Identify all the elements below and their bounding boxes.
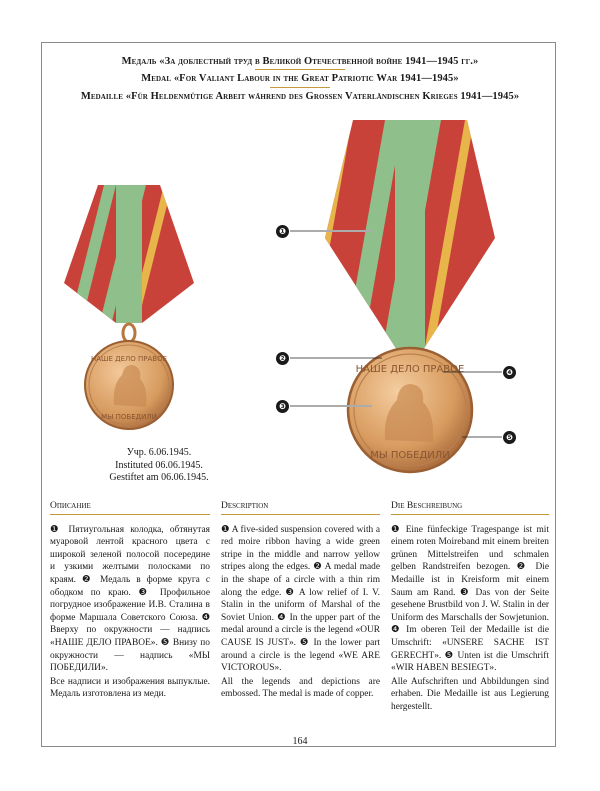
medal-inscription-top: НАШЕ ДЕЛО ПРАВОЕ [90, 355, 168, 363]
description-paragraph: All the legends and depictions are embossed. The medal is made of copper. [221, 676, 380, 700]
description-russian [50, 500, 210, 702]
description-paragraph: ❶ Eine fünfeckige Tragespange ist mit einem roten Moireband mit einem breiten grünen Mittelstreifen und schmalen gelben Randstreifen bezogen. ❷ Die Medaille ist in Kreisform mit einem Saum am Rand. ❸ Das von der Seite gesehene Brustbild von J. W. Stalin in der Uniform des Marschalls der Sowjetunion. ❹ Im oberen Teil der Medaille ist die Umschrift: «UNSERE SACHE IST GERECHT». ❺ Unten ist die Umschrift «WIR HABEN BESIEGT». [391, 524, 549, 674]
description-english [221, 500, 380, 702]
description-german [391, 500, 549, 715]
page-number: 164 [292, 736, 308, 747]
callout-5: ❺ [503, 431, 516, 444]
description-paragraph: Alle Aufschriften und Abbildungen sind erhaben. Die Medaille ist aus Legierung hergestellt. [391, 676, 549, 712]
caption-russian: Учр. 6.06.1945. [126, 447, 192, 458]
medal-inscription-bottom: МЫ ПОБЕДИЛИ [101, 413, 157, 421]
description-paragraph: ❶ A five-sided suspension covered with a red moire ribbon having a wide green stripe in the middle and narrow yellow stripes along the edges. ❷ A medal made in the shape of a circle with a thin rim along the edge. ❸ A low relief of I. V. Stalin in the uniform of Marshal of the Soviet Union. ❹ In the upper part of the medal around a circle is the legend «OUR CAUSE IS JUST». ❺ In the lower part around a circle is the legend «WE ARE VICTOROUS». [221, 524, 380, 674]
description-paragraph: Все надписи и изображения выпуклые. Медаль изготовлена из меди. [50, 676, 210, 700]
caption-english: Instituted 06.06.1945. [115, 459, 203, 471]
callout-2: ❷ [276, 352, 289, 365]
medal-inscription-bottom: МЫ ПОБЕДИЛИ [370, 450, 450, 461]
title-german: Medaille «Für Heldenmütige Arbeit während des Grossen Vaterländischen Krieges 1941—1945» [80, 91, 520, 102]
callout-4: ❹ [503, 366, 516, 379]
column-heading: Die Beschreibung [391, 500, 549, 515]
column-heading: Описание [50, 500, 210, 515]
callout-1: ❶ [276, 225, 289, 238]
title-russian: Медаль «За доблестный труд в Великой Отечественной войне 1941—1945 гг.» [121, 56, 479, 67]
column-heading: Description [221, 500, 380, 515]
caption-german: Gestiftet am 06.06.1945. [109, 472, 209, 483]
medal-inscription-top: НАШЕ ДЕЛО ПРАВОЕ [355, 364, 465, 375]
description-paragraph: ❶ Пятиугольная колодка, обтянутая муаровой лентой красного цвета с широкой зеленой полосой посередине и узкими желтыми полосками по краям. ❷ Медаль в форме круга с ободком по краю. ❸ Профильное погрудное изображение И.В. Сталина в форме Маршала Советского Союза. ❹ Вверху по окружности — надпись «НАШЕ ДЕЛО ПРАВОЕ». ❺ Внизу по окружности — надпись «МЫ ПОБЕДИЛИ». [50, 524, 210, 674]
title-english: Medal «For Valiant Labour in the Great Patriotic War 1941—1945» [141, 73, 459, 84]
callout-3: ❸ [276, 400, 289, 413]
